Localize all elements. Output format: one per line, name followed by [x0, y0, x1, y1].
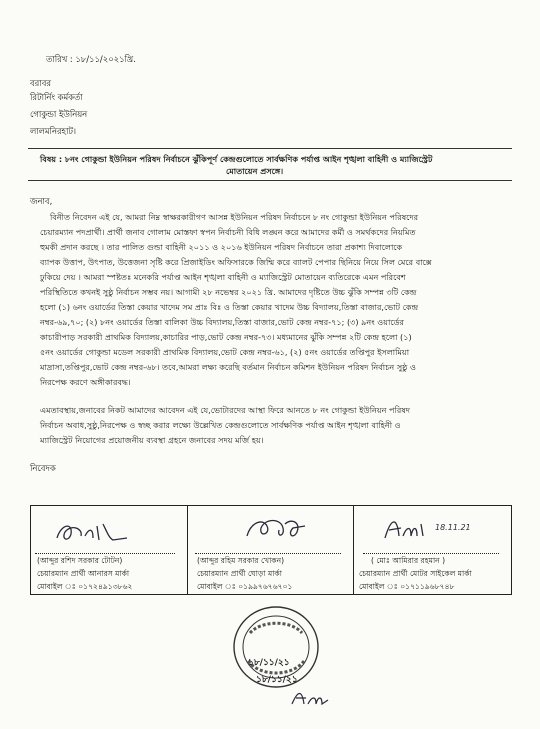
signatory-2-mobile: মোবাইল ঃ ০১৯৯৭৬৭৬৭০১: [197, 582, 293, 591]
subject-line-2: মোতায়েন প্রসঙ্গে।: [226, 166, 284, 176]
signature-1-rule: [35, 553, 175, 554]
signature-column-1: [31, 506, 188, 594]
body-p1-line: ব্যাপক উত্তাপ, উৎপাত, উত্তেজনা সৃষ্টি করে প্রিজাইডিং অফিসারকে জিম্মি করে ব্যালট পেপার ছিনিয়ে নিয়ে সিল মেরে বাক্সে: [40, 257, 432, 267]
body-p1-line: বিনীত নিবেদন এই যে, আমরা নিম্ন স্বাক্ষরকারীগণ আসন্ন ইউনিয়ন পরিষদ নির্বাচনে ৮ নং গোকুন্ডা ইউনিয়ন পরিষদের: [50, 212, 419, 222]
signature-3-scribble: [381, 514, 431, 544]
body-p1-line: হলো (১) ৬নং ওয়ার্ডের তিস্তা কেয়ার খাদেম সম প্রাঃ বিঃ ও তিস্তা কেয়ার খাদেম উচ্চ বিদ্যালয়,তিস্তা বাজার,ভোট কেন্দ্র: [40, 302, 419, 312]
signatory-3-mobile: মোবাইল ঃ ০১৭১১৯৬৮৭৪৮: [359, 582, 455, 591]
signatory-3-name: ( মোঃ আমিরার রহমান ): [371, 556, 446, 565]
recipient-to: বরাবর: [30, 78, 51, 88]
signatory-1-name: (আব্দুর রশিদ সরকার টোটন): [37, 556, 123, 565]
salutation: জনাব,: [30, 196, 53, 206]
body-p1-line: নিরপেক্ষ করণে অঙ্গীকারবদ্ধ।: [40, 377, 131, 387]
signature-column-2: [187, 506, 354, 594]
body-p2-line: এমতাবস্থায়,জনাবের নিকট আমাদের আবেদন এই যে,ভোটারদের আস্থা ফিরে আনতে ৮ নং গোকুন্ডা ইউনিয়ন পরিষদ: [40, 405, 411, 415]
signatory-2-role: চেয়ারম্যান প্রার্থী ঘোড়া মার্কা: [197, 569, 282, 578]
signature-2-rule: [195, 553, 341, 554]
stamp-date-2: ১৮/১১/২১: [256, 675, 298, 685]
subject-top-rule: [28, 148, 512, 149]
signatory-1-role: চেয়ারম্যান প্রার্থী আনারস মার্কা: [37, 569, 130, 578]
recipient-officer: রিটার্নিং কর্মকর্তা: [30, 92, 83, 102]
signatory-2-name: (আব্দুর রহিম সরকার খোকন): [197, 556, 285, 565]
body-p1-line: মাদ্রাসা,তপ্তিপুর,ভোট কেন্দ্র নম্বর-৬৮। তবে,আমরা লক্ষ্য করেছি বর্তমান নির্বাচন কমিশন ইউনিয়ন পরিষদ নির্বাচন সুষ্ঠু ও: [40, 362, 416, 372]
body-p2-line: নির্বাচন অবাধ,সুষ্ঠু,নিরপেক্ষ ও স্বচ্ছ করার লক্ষ্যে উল্লেখিত কেন্দ্রগুলোতে সার্বক্ষণিক পর্যাপ্ত আইন শৃঙ্খলা বাহিনী ও: [40, 420, 401, 430]
signature-3-rule: [363, 553, 499, 554]
recipient-union: গোকুন্ডা ইউনিয়ন: [30, 109, 88, 119]
signatory-3-role: চেয়ারম্যান প্রার্থী মোটর সাইকেল মার্কা: [359, 569, 472, 578]
recipient-place: লালমনিরহাট।: [30, 126, 76, 136]
body-p1-line: হুমকী প্রদান করছে । তার পালিত গুন্ডা বাহিনী ২০১১ ও ২০১৬ ইউনিয়ন পরিষদ নির্বাচনে তারা প্রকাশ্য দিবালোকে: [40, 242, 403, 252]
body-p1-line: ৫নং ওয়ার্ডের গোকুন্ডা মডেল সরকারী প্রাথমিক বিদ্যালয়,ভোট কেন্দ্র নম্বর-৬১, (২) ৫নং ওয়ার্ডের তপ্তিপুর ইসলামিয়া: [40, 347, 410, 357]
signature-2-scribble: [241, 512, 311, 546]
signature-1-scribble: [53, 518, 133, 548]
receiver-signature-scribble: [288, 686, 332, 710]
signatory-1-mobile: মোবাইল ঃ ০১৭২৪৯১৩৮৬২: [37, 582, 133, 591]
letter-date: তারিখ : ১৮/১১/২০২১খ্রি.: [46, 54, 136, 64]
signature-column-3: [353, 506, 511, 594]
subject-line-1: বিষয় : ৮নং গোকুন্ডা ইউনিয়ন পরিষদ নির্বাচনে ঝুঁকিপূর্ণ কেন্দ্রগুলোতে সার্বক্ষণিক পর্যাপ্ত আইন শৃঙ্খলা বাহিনী ও ম্যাজিস্ট্রেট: [40, 154, 433, 164]
body-p1-line: নম্বর-৬৯,৭০; (২) ৮নং ওয়ার্ডের তিস্তা বালিকা উচ্চ বিদ্যালয়,তিস্তা বাজার,ভোট কেন্দ্র নম্বর-৭১; (৩) ৯নং ওয়ার্ডের: [40, 317, 405, 327]
body-p2-line: ম্যাজিস্ট্রেট নিয়োগের প্রয়োজনীয় ব্যবস্থা গ্রহনে জনাবের সদয় মর্জি হয়।: [40, 435, 264, 445]
body-p1-line: ঢুকিয়ে দেয় । আমরা স্পষ্টতঃ মনেকরি পর্যাপ্ত আইন শৃঙ্খলা বাহিনী ও ম্যাজিস্ট্রেট মোতায়েন ব্যতিরেকে এমন পরিবেশ: [40, 272, 406, 282]
stamp-date-1: ১৮/১১/২১: [248, 658, 290, 668]
signature-table: [30, 505, 512, 595]
signature-3-date: 18.11.21: [435, 523, 471, 532]
body-p1-line: পরিস্থিতিতে কখনই সুষ্ঠু নির্বাচন সম্ভব নয়। আগামী ২৮ নভেম্বর ২০২১ খ্রি. আমাদের দৃষ্টিতে উচ্চ ঝুঁকি সম্পন্ন ৩টি কেন্দ্র: [40, 287, 417, 297]
body-p1-line: চেয়ারম্যান পদপ্রার্থী। প্রার্থী জনাব গোলাম মোস্তফা স্বপন নির্বাচনী বিধি লঙ্ঘন করে আমাদের কর্মী ও সমর্থকদের নিয়মিত: [40, 227, 416, 237]
subject-bottom-rule: [28, 180, 512, 181]
body-p1-line: কাচারীপাড় সরকারী প্রাথমিক বিদ্যালয়,কাচারির পাড়,ভোট কেন্দ্র নম্বর-৭৩। মধ্যমানের ঝুঁকি সম্পন্ন ২টি কেন্দ্র হলো (১): [40, 332, 412, 342]
closing: নিবেদক: [30, 463, 56, 473]
